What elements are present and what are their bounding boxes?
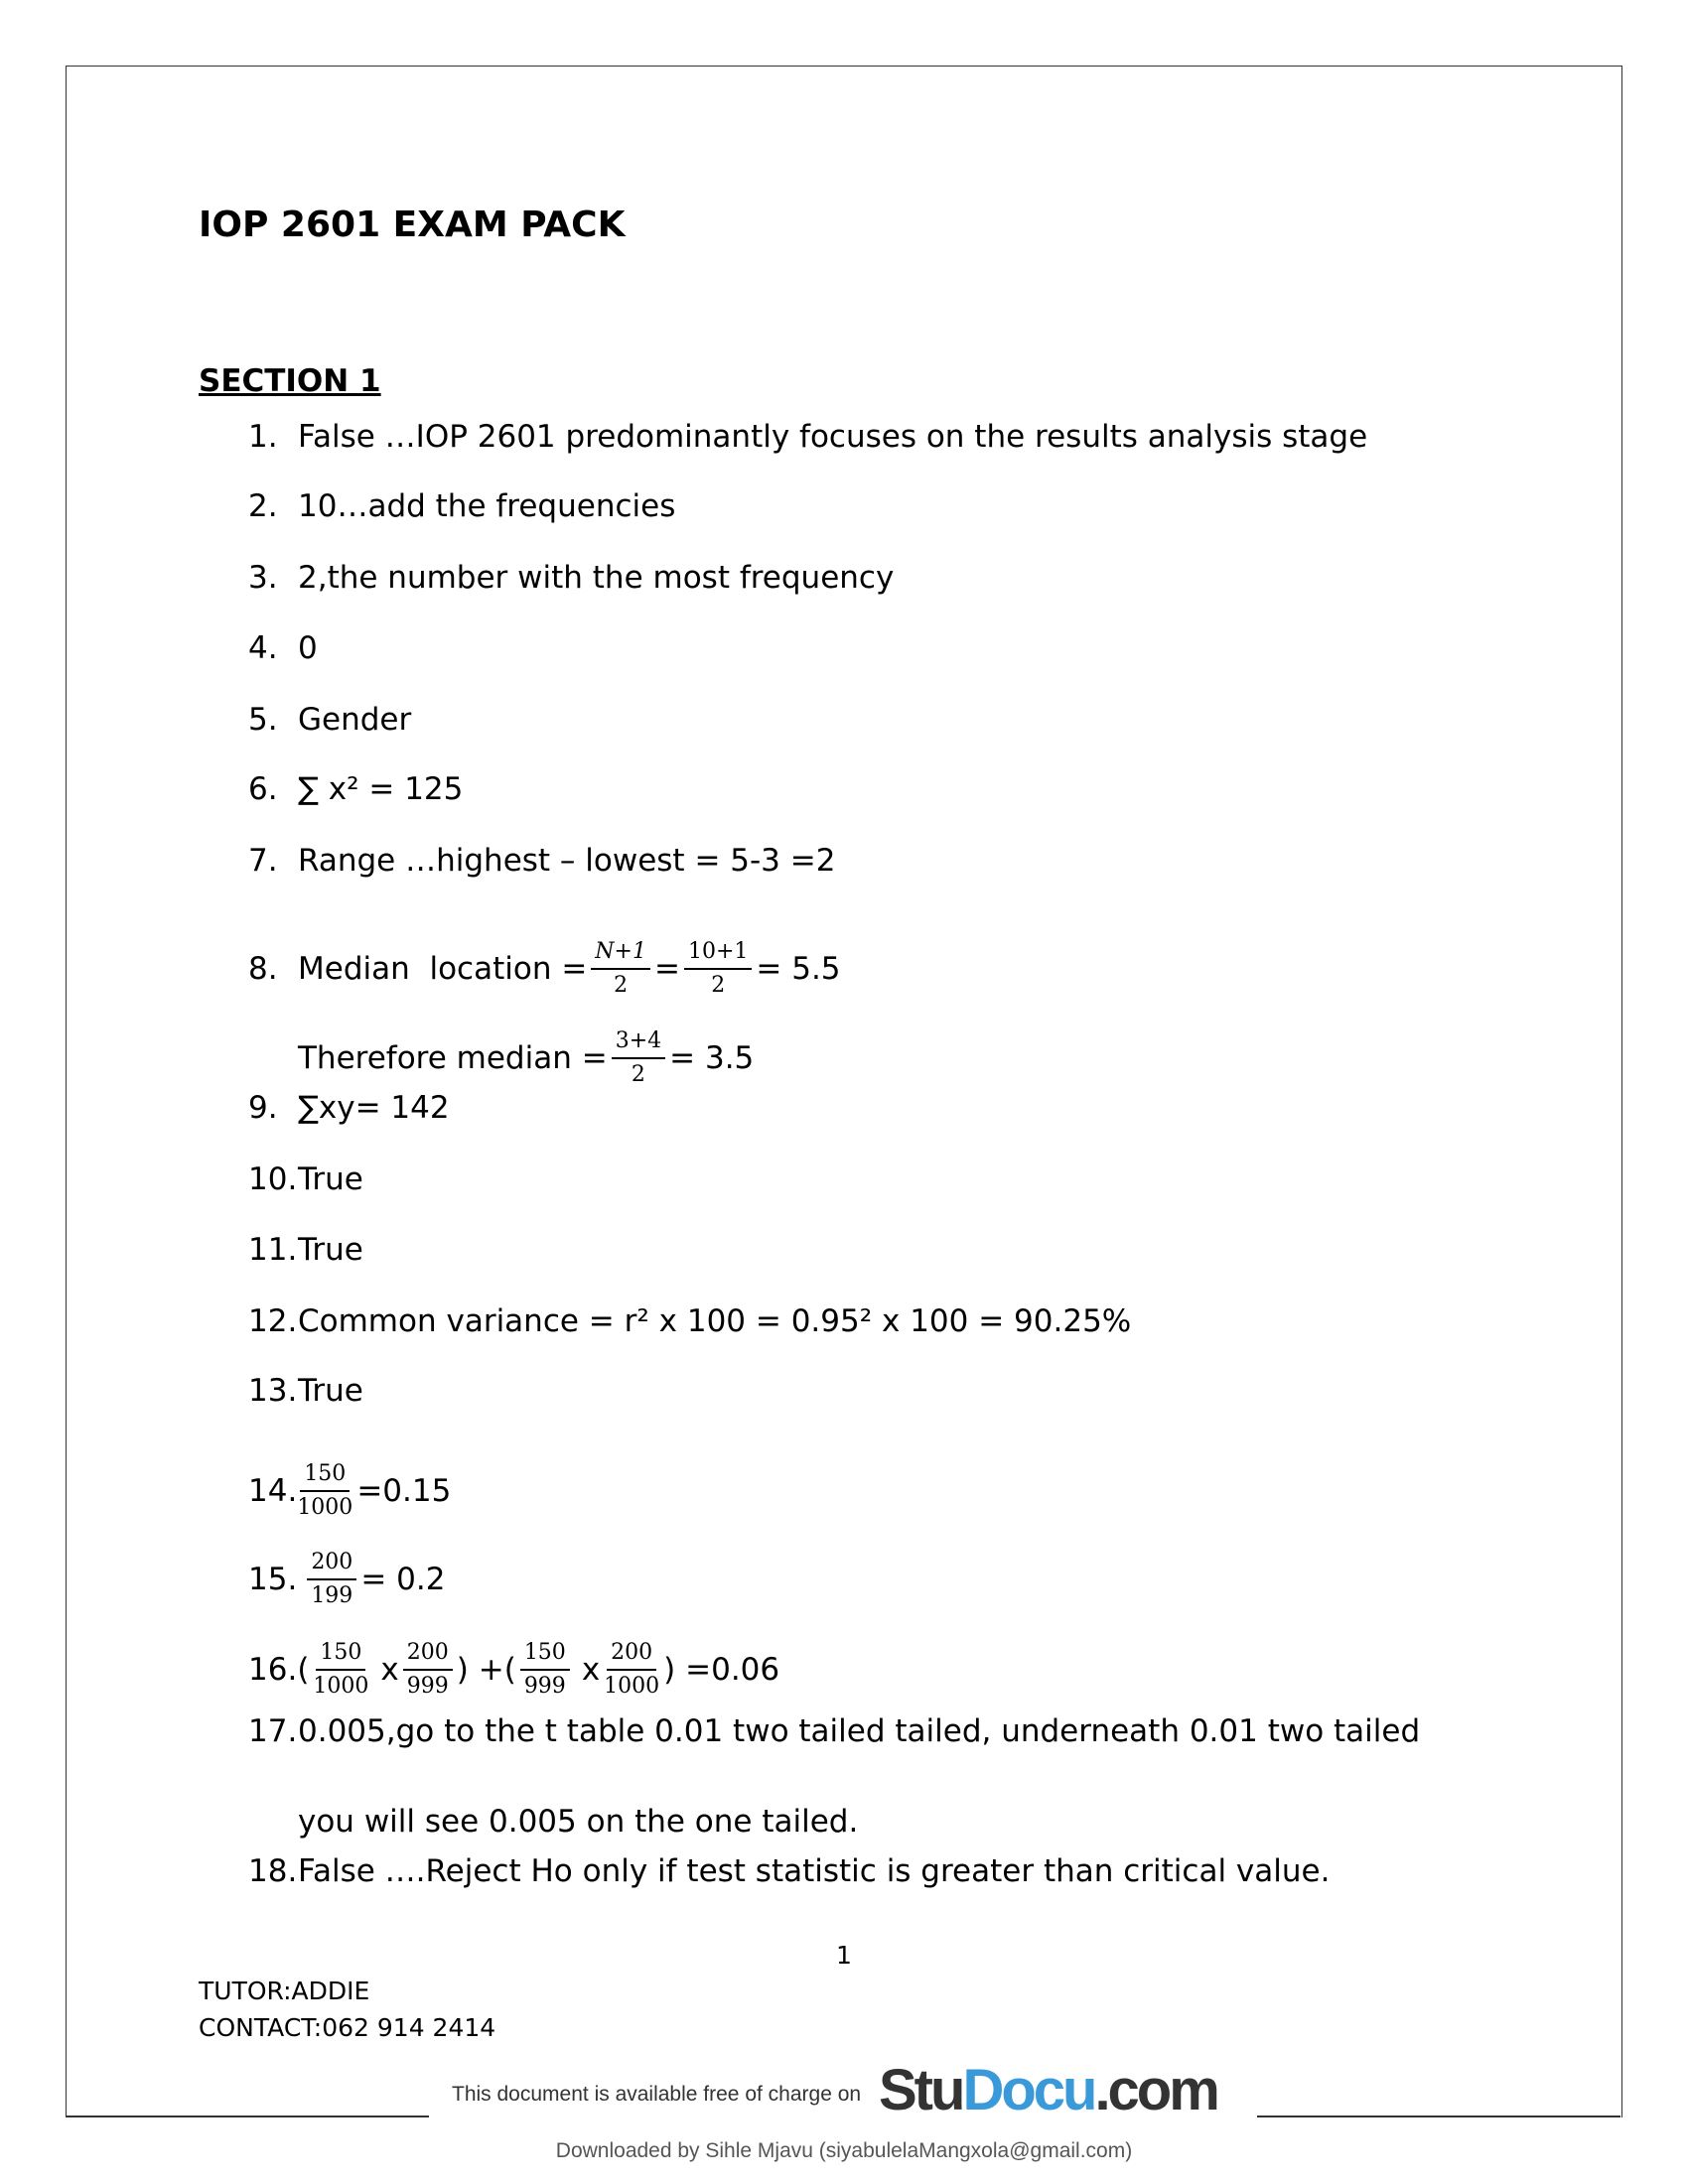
contact-number: CONTACT:062 914 2414 [199,2013,496,2042]
item-text: ∑ x² = 125 [298,771,464,807]
item-number: 16. [248,1652,298,1688]
numerator: 10+1 [684,939,752,970]
footer-rule-right [1257,2116,1620,2117]
item-number: 10. [248,1161,298,1197]
page-number: 1 [836,1941,852,1970]
list-item [248,1640,779,1700]
numerator: 200 [307,1550,356,1580]
numerator: N+1 [591,939,650,970]
item-text: True [298,1161,363,1197]
item-number: 3. [248,560,278,596]
item-text: True [298,1232,363,1268]
result: = 3.5 [669,1040,755,1076]
item-text: Range …highest – lowest = 5-3 =2 [298,843,836,879]
item-number: 18. [248,1853,298,1889]
item-number: 17. [248,1713,298,1749]
fraction [313,1640,368,1700]
result: = 5.5 [756,951,841,987]
equals: = [653,951,680,987]
denominator: 999 [406,1674,449,1699]
item-number: 6. [248,771,278,807]
result: = 0.2 [360,1562,446,1597]
fraction [297,1461,352,1521]
result: =0.15 [356,1473,452,1509]
fraction [591,939,650,999]
document-title: IOP 2601 EXAM PACK [199,205,626,245]
times: x [380,1652,399,1688]
item-text: ∑xy= 142 [298,1090,450,1126]
logo-part: Docu [962,2058,1095,2122]
item-text: Therefore median = [298,1040,608,1076]
item-number: 12. [248,1303,298,1339]
fraction [684,939,752,999]
median-line-2 [298,1028,754,1088]
item-text: False …IOP 2601 predominantly focuses on the results analysis stage [298,419,1368,455]
tutor-name: TUTOR:ADDIE [199,1977,370,2005]
denominator: 199 [311,1583,353,1608]
item-text: False ….Reject Ho only if test statistic is greater than critical value. [298,1853,1331,1889]
numerator: 150 [316,1640,365,1671]
item-number: 8. [248,951,278,987]
item-text: 0 [298,630,318,666]
download-notice: Downloaded by Sihle Mjavu (siyabulelaMangxola@gmail.com) [555,2139,1133,2162]
list-item [248,1550,445,1609]
times: x [581,1652,601,1688]
item-text: Median location = [298,951,588,987]
footer-rule-left [66,2116,429,2117]
item-number: 7. [248,843,278,879]
item-text: Gender [298,702,412,738]
denominator: 2 [631,1062,645,1087]
paren: ( [297,1652,310,1688]
item-text: 10…add the frequencies [298,488,676,524]
denominator: 2 [614,973,629,998]
list-item [248,1461,451,1521]
item-number: 5. [248,702,278,738]
studocu-logo[interactable] [879,2057,1217,2123]
list-item-median [248,939,841,999]
item-text: 0.005,go to the t table 0.01 two tailed tailed, underneath 0.01 two tailed [298,1713,1421,1749]
numerator: 150 [300,1461,350,1492]
fraction [403,1640,453,1700]
denominator: 999 [523,1674,566,1699]
denominator: 1000 [297,1495,353,1520]
numerator: 150 [520,1640,570,1671]
item-number: 11. [248,1232,298,1268]
availability-notice: This document is available free of charge on [452,2083,862,2106]
item-number: 15. [248,1562,298,1597]
fraction [307,1550,356,1609]
denominator: 1000 [604,1674,660,1699]
numerator: 3+4 [612,1028,665,1059]
denominator: 2 [711,973,726,998]
section-heading: SECTION 1 [199,363,381,399]
fraction [604,1640,659,1700]
numerator: 200 [403,1640,453,1671]
fraction [520,1640,570,1700]
item-text: 2,the number with the most frequency [298,560,895,596]
numerator: 200 [607,1640,656,1671]
result: ) =0.06 [663,1652,780,1688]
denominator: 1000 [313,1674,369,1699]
item-number: 4. [248,630,278,666]
item-number: 9. [248,1090,278,1126]
item-number: 14. [248,1473,298,1509]
item-number: 2. [248,488,278,524]
operator: ) +( [456,1652,516,1688]
item-number: 13. [248,1373,298,1409]
logo-part: Stu [879,2058,963,2122]
item-number: 1. [248,419,278,455]
item-text: True [298,1373,363,1409]
fraction [612,1028,665,1088]
list-item-continuation: you will see 0.005 on the one tailed. [298,1804,859,1840]
item-text: Common variance = r² x 100 = 0.95² x 100 = 90.25% [298,1303,1132,1339]
logo-part: .com [1094,2058,1217,2122]
